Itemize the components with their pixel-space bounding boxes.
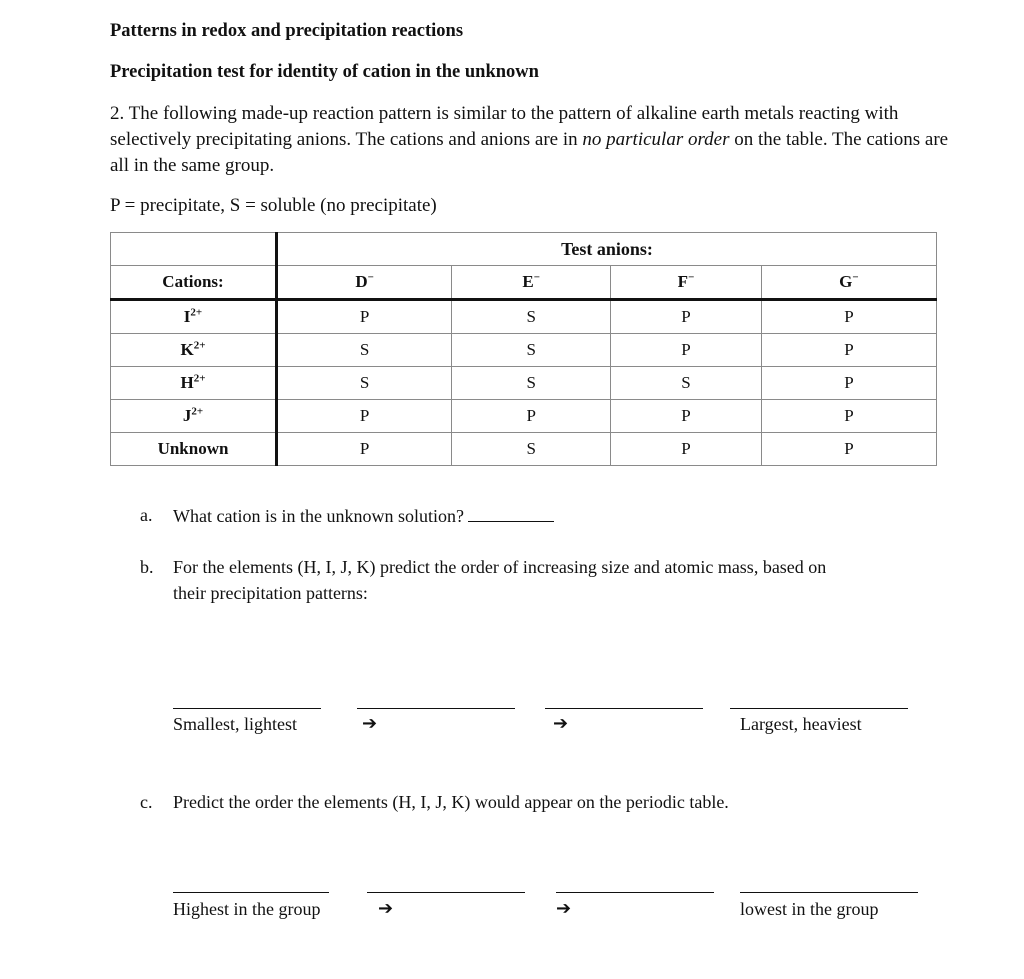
- order-c-blank-2[interactable]: [367, 892, 525, 893]
- table-cell: P: [277, 433, 452, 466]
- cation-label: $H^{2+}$: [111, 367, 277, 400]
- order-c-blank-4[interactable]: [740, 892, 918, 893]
- table-cell: P: [611, 334, 762, 367]
- table-cell: P: [452, 400, 611, 433]
- anion-header: F−: [611, 266, 762, 300]
- order-b-blank-2[interactable]: [357, 708, 515, 709]
- anion-header: E−: [452, 266, 611, 300]
- order-c-end-label: lowest in the group: [740, 899, 879, 919]
- legend-text: P = precipitate, S = soluble (no precipitate): [110, 195, 437, 216]
- order-b-end-label: Largest, heaviest: [740, 714, 862, 734]
- question-a-letter: a.: [140, 505, 153, 525]
- heading-subtitle: Precipitation test for identity of cation in the unknown: [110, 62, 539, 82]
- order-c-blank-1[interactable]: [173, 892, 329, 893]
- table-cell: P: [611, 400, 762, 433]
- question-b-line1: For the elements (H, I, J, K) predict the order of increasing size and atomic mass, based on: [173, 557, 827, 577]
- question-b-letter: b.: [140, 557, 154, 577]
- anion-header: D−: [277, 266, 452, 300]
- question-b-line2: their precipitation patterns:: [173, 583, 368, 603]
- table-cell: P: [277, 400, 452, 433]
- arrow-right-icon: ➔: [378, 898, 394, 919]
- anion-header: G−: [761, 266, 936, 300]
- table-row: [111, 400, 937, 433]
- intro-text-2: on the table. The cations are all in the same group.: [110, 129, 949, 176]
- question-a-text: What cation is in the unknown solution?: [173, 505, 554, 527]
- table-cell: P: [611, 300, 762, 334]
- arrow-right-icon: ➔: [553, 713, 569, 734]
- table-cell: P: [761, 367, 936, 400]
- question-c-letter: c.: [140, 792, 153, 812]
- cation-label: Unknown: [111, 433, 277, 466]
- table-cell: P: [761, 334, 936, 367]
- table-cell: S: [452, 433, 611, 466]
- arrow-right-icon: ➔: [556, 898, 572, 919]
- order-b-blank-3[interactable]: [545, 708, 703, 709]
- table-cell: S: [277, 367, 452, 400]
- table-cell: P: [761, 300, 936, 334]
- table-cell: P: [277, 300, 452, 334]
- order-b-blank-4[interactable]: [730, 708, 908, 709]
- table-cell: S: [277, 334, 452, 367]
- table-cell: S: [452, 367, 611, 400]
- table-title: Test anions:: [277, 233, 937, 266]
- table-row: [111, 367, 937, 400]
- cation-label: $J^{2+}$: [111, 400, 277, 433]
- heading-title: Patterns in redox and precipitation reactions: [110, 21, 464, 41]
- order-b-blank-1[interactable]: [173, 708, 321, 709]
- cations-header: Cations:: [111, 266, 277, 300]
- table-row: [111, 433, 937, 466]
- order-b-start-label: Smallest, lightest: [173, 714, 297, 734]
- table-cell: P: [761, 433, 936, 466]
- table-row: [111, 334, 937, 367]
- order-c-start-label: Highest in the group: [173, 899, 321, 919]
- table-cell: P: [611, 433, 762, 466]
- order-c-blank-3[interactable]: [556, 892, 714, 893]
- question-c-text: Predict the order the elements (H, I, J, K) would appear on the periodic table.: [173, 792, 729, 812]
- table-cell: P: [761, 400, 936, 433]
- table-cell: S: [452, 334, 611, 367]
- table-cell: S: [611, 367, 762, 400]
- arrow-right-icon: ➔: [362, 713, 378, 734]
- intro-text-1: 2. The following made-up reaction pattern is similar to the pattern of alkaline earth metals reacting with selectively precipitating anions. The cations and anions are in: [110, 103, 899, 150]
- cation-label: $K^{2+}$: [111, 334, 277, 367]
- table-cell: S: [452, 300, 611, 334]
- table-empty-corner: [111, 233, 277, 266]
- table-row: [111, 300, 937, 334]
- cation-label: $I^{2+}$: [111, 300, 277, 334]
- intro-emphasis: no particular order: [582, 129, 730, 150]
- answer-blank-a[interactable]: [468, 505, 554, 522]
- intro-paragraph: [110, 101, 950, 179]
- reaction-table: [110, 232, 937, 466]
